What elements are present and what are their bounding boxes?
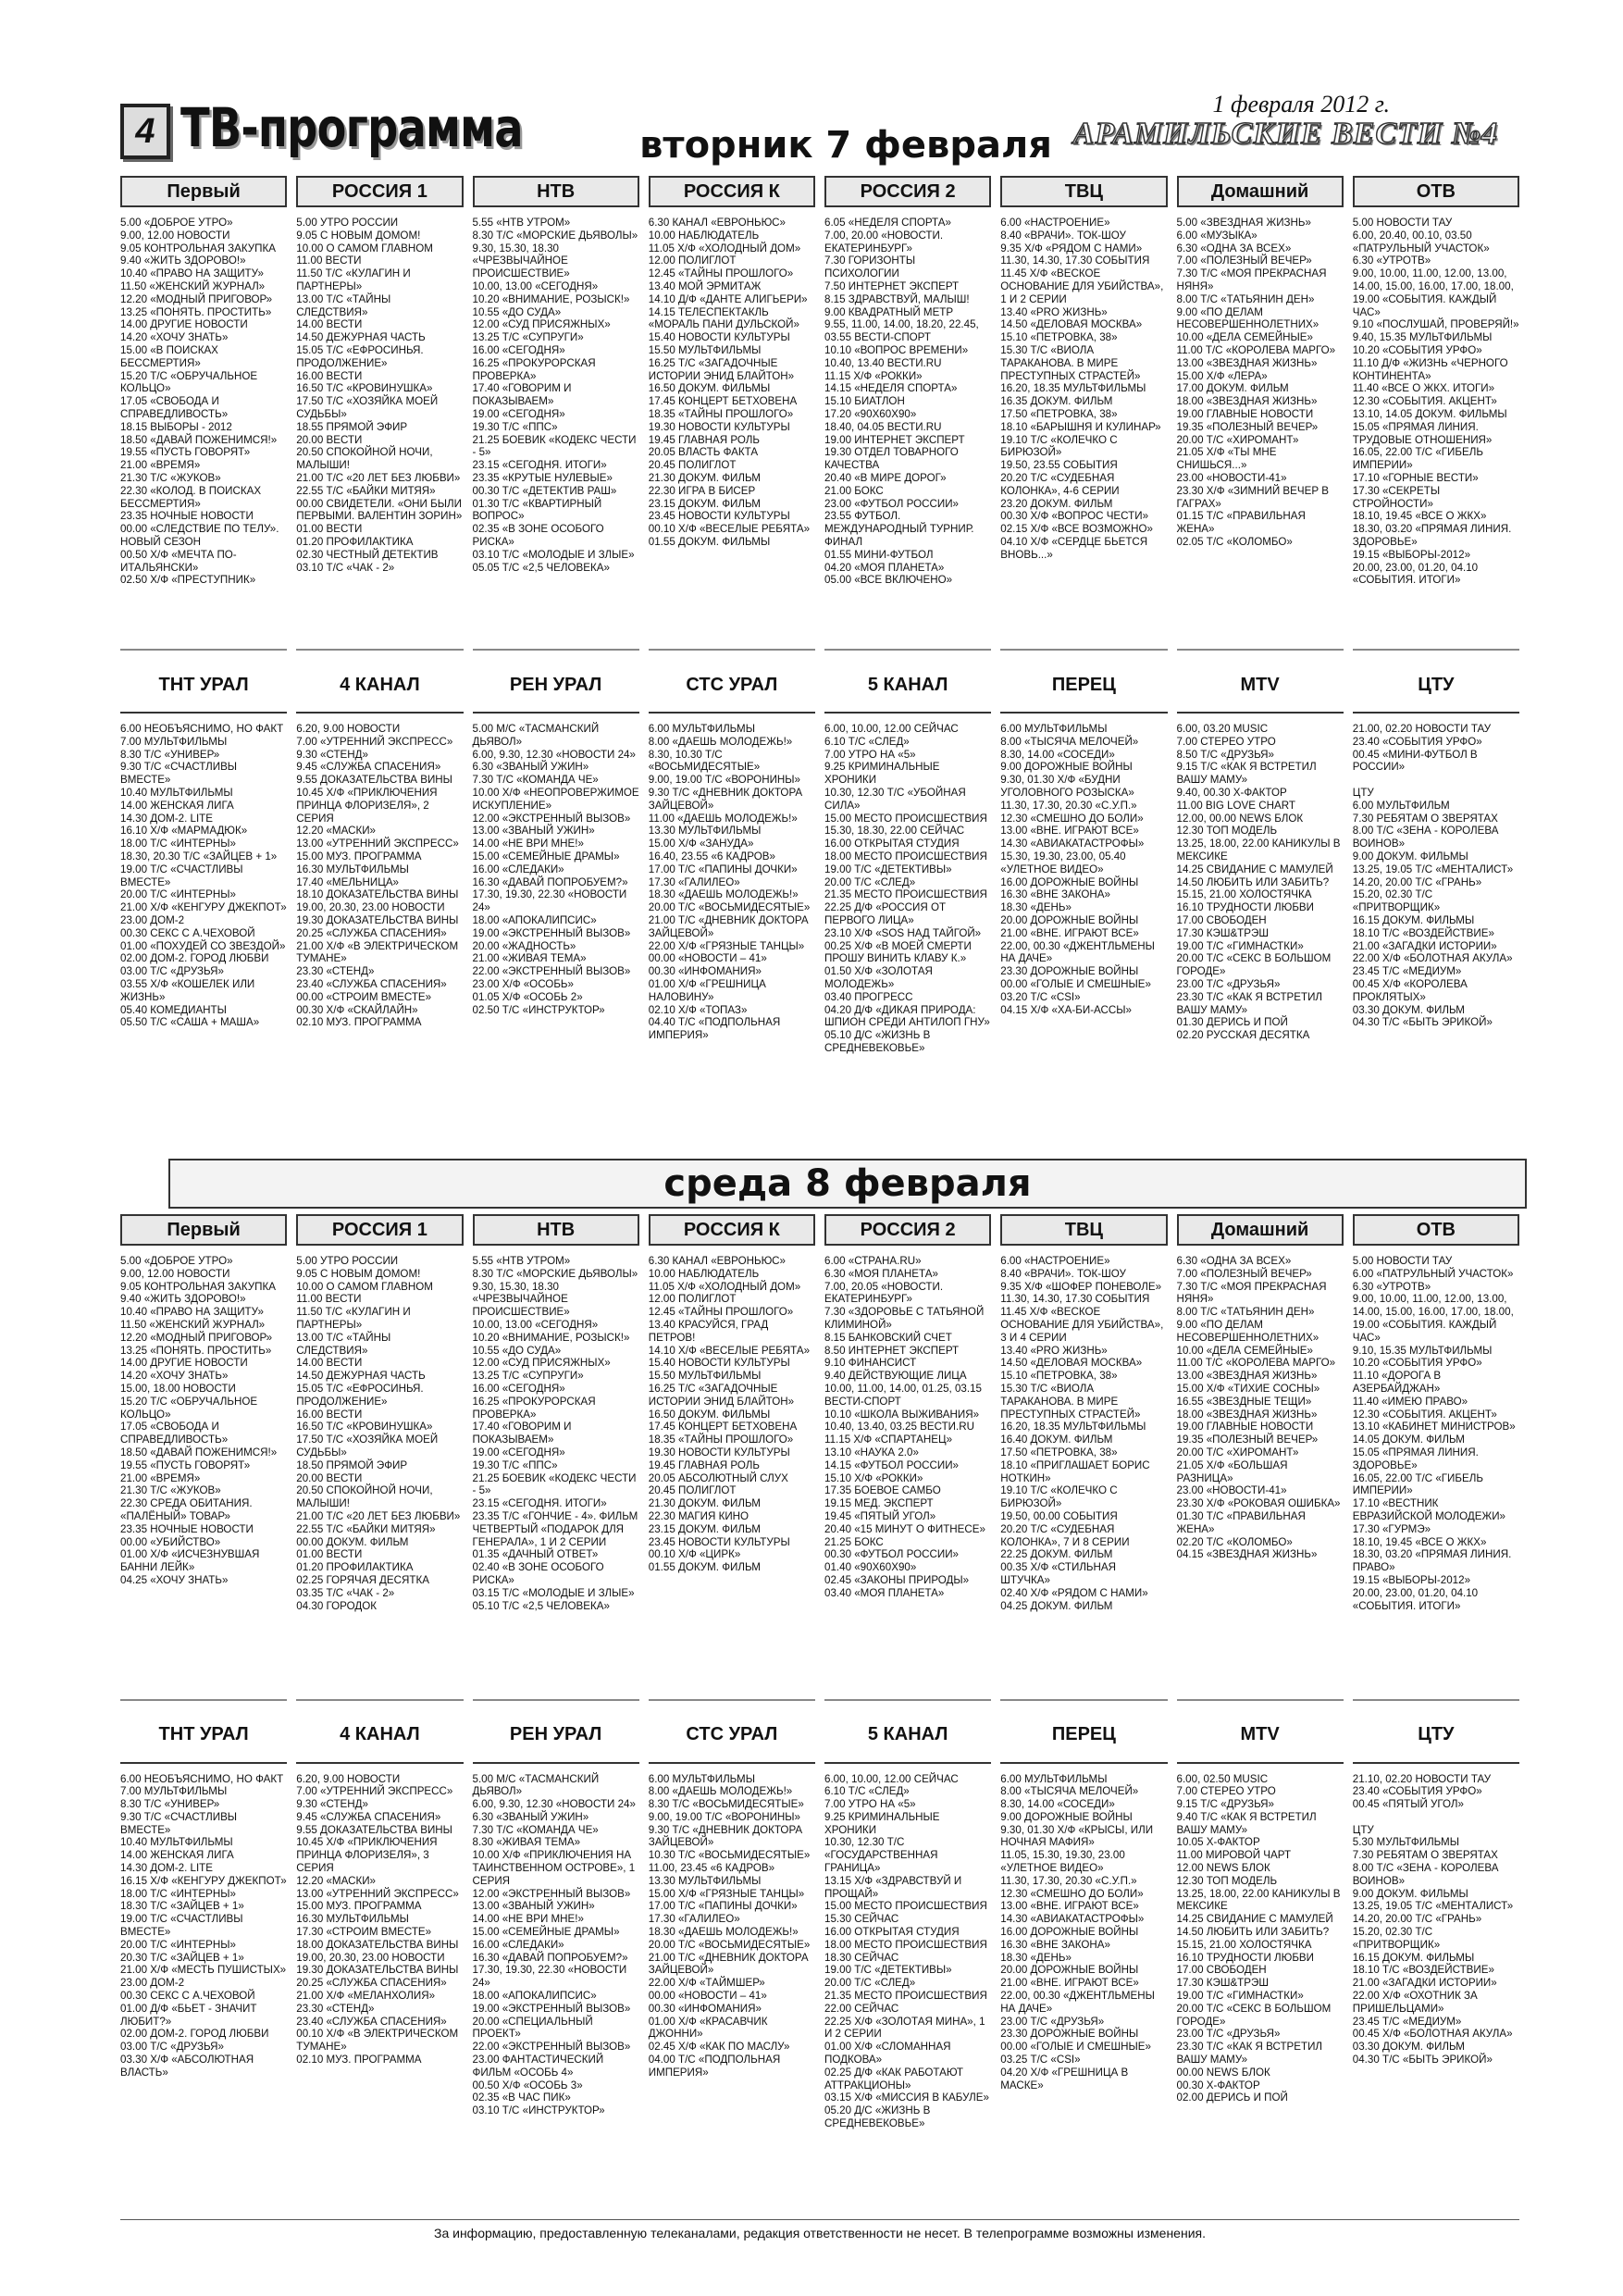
channel-column [649, 176, 815, 1148]
channel-column [120, 1214, 287, 2209]
program-list: 6.30 КАНАЛ «ЕВРОНЬЮС» 10.00 НАБЛЮДАТЕЛЬ 11.05 Х/Ф «ХОЛОДНЫЙ ДОМ» 12.00 ПОЛИГЛОТ 12.45 «ТАЙНЫ ПРОШЛОГО» 13.40 МОЙ ЭРМИТАЖ 14.10 Д/Ф «ДАНТЕ АЛИГЬЕРИ» 14.15 ТЕЛЕСПЕКТАКЛЬ «МОРАЛЬ ПАНИ ДУЛЬСКОЙ» 15.40 НОВОСТИ КУЛЬТУРЫ 15.50 МУЛЬТФИЛЬМЫ 16.25 Т/С «ЗАГАДОЧНЫЕ ИСТОРИИ ЭНИД БЛАЙТОН» 16.50 ДОКУМ. ФИЛЬМЫ 17.45 КОНЦЕРТ БЕТХОВЕНА 18.35 «ТАЙНЫ ПРОШЛОГО» 19.30 НОВОСТИ КУЛЬТУРЫ 19.45 ГЛАВНАЯ РОЛЬ 20.05 ВЛАСТЬ ФАКТА 20.45 ПОЛИГЛОТ 21.30 ДОКУМ. ФИЛЬМ 22.30 ИГРА В БИСЕР 23.15 ДОКУМ. ФИЛЬМ 23.45 НОВОСТИ КУЛЬТУРЫ 00.10 Х/Ф «ВЕСЕЛЫЕ РЕБЯТА» 01.55 ДОКУМ. ФИЛЬМЫ [648, 217, 811, 548]
channel-logo: Первый [120, 1214, 287, 1246]
program-list: 5.00 НОВОСТИ ТАУ 6.00, 20.40, 00.10, 03.50 «ПАТРУЛЬНЫЙ УЧАСТОК» 6.30 «УТРОТВ» 9.00, 10.00, 11.00, 12.00, 13.00, 14.00, 15.00, 16.00, 17.00, 18.00, 19.00 «СОБЫТИЯ. КАЖДЫЙ ЧАС» 9.10 «ПОСЛУШАЙ, ПРОВЕРЯЙ!» 9.40, 15.35 МУЛЬТФИЛЬМЫ 10.20 «СОБЫТИЯ УРФО» 11.10 Д/Ф «ЖИЗНЬ «ЧЕРНОГО КОНТИНЕНТА» 11.40 «ВСЕ О ЖКХ. ИТОГИ» 12.30 «СОБЫТИЯ. АКЦЕНТ» 13.10, 14.05 ДОКУМ. ФИЛЬМЫ 15.05 «ПРЯМАЯ ЛИНИЯ. ТРУДОВЫЕ ОТНОШЕНИЯ» 16.05, 22.00 Т/С «ГИБЕЛЬ ИМПЕРИИ» 17.10 «ГОРНЫЕ ВЕСТИ» 17.30 «СЕКРЕТЫ СТРОЙНОСТИ» 18.10, 19.45 «ВСЕ О ЖКХ» 18.30, 03.20 «ПРЯМАЯ ЛИНИЯ. ЗДОРОВЬЕ» 19.15 «ВЫБОРЫ-2012» 20.00, 23.00, 01.20, 04.10 «СОБЫТИЯ. ИТОГИ» [1352, 217, 1519, 587]
divider [473, 649, 639, 651]
channel-logo: 4 КАНАЛ [296, 658, 463, 714]
channel-logo: ОТВ [1353, 176, 1519, 207]
program-list: 5.00 «ЗВЕЗДНАЯ ЖИЗНЬ» 6.00 «МУЗЫКА» 6.30 «ОДНА ЗА ВСЕХ» 7.00 «ПОЛЕЗНЫЙ ВЕЧЕР» 7.30 Т/С «МОЯ ПРЕКРАСНАЯ НЯНЯ» 8.00 Т/С «ТАТЬЯНИН ДЕН» 9.00 «ПО ДЕЛАМ НЕСОВЕРШЕННОЛЕТНИХ» 10.00 «ДЕЛА СЕМЕЙНЫЕ» 11.00 Т/С «КОРОЛЕВА МАРГО» 13.00 «ЗВЕЗДНАЯ ЖИЗНЬ» 15.00 Х/Ф «ЛЕРА» 17.00 ДОКУМ. ФИЛЬМ 18.00 «ЗВЕЗДНАЯ ЖИЗНЬ» 19.00 ГЛАВНЫЕ НОВОСТИ 19.35 «ПОЛЕЗНЫЙ ВЕЧЕР» 20.00 Т/С «ХИРОМАНТ» 21.05 Х/Ф «ТЫ МНЕ СНИШЬСЯ...» 23.00 «НОВОСТИ-41» 23.30 Х/Ф «ЗИМНИЙ ВЕЧЕР В ГАГРАХ» 01.15 Т/С «ПРАВИЛЬНАЯ ЖЕНА» 02.05 Т/С «КОЛОМБО» [1176, 217, 1336, 548]
divider [649, 1699, 815, 1701]
channel-column [1177, 1214, 1344, 2209]
program-list: 5.00 УТРО РОССИИ 9.05 С НОВЫМ ДОМОМ! 10.00 О САМОМ ГЛАВНОМ 11.00 ВЕСТИ 11.50 Т/С «КУЛАГИН И ПАРТНЕРЫ» 13.00 Т/С «ТАЙНЫ СЛЕДСТВИЯ» 14.00 ВЕСТИ 14.50 ДЕЖУРНАЯ ЧАСТЬ 15.05 Т/С «ЕФРОСИНЬЯ. ПРОДОЛЖЕНИЕ» 16.00 ВЕСТИ 16.50 Т/С «КРОВИНУШКА» 17.50 Т/С «ХОЗЯЙКА МОЕЙ СУДЬБЫ» 18.55 ПРЯМОЙ ЭФИР 20.00 ВЕСТИ 20.50 СПОКОЙНОЙ НОЧИ, МАЛЫШИ! 21.00 Т/С «20 ЛЕТ БЕЗ ЛЮБВИ» 22.55 Т/С «БАЙКИ МИТЯЯ» 00.00 СВИДЕТЕЛИ. «ОНИ БЫЛИ ПЕРВЫМИ. ВАЛЕНТИН ЗОРИН» 01.00 ВЕСТИ 01.20 ПРОФИЛАКТИКА 02.30 ЧЕСТНЫЙ ДЕТЕКТИВ 03.10 Т/С «ЧАК - 2» [296, 217, 463, 574]
newspaper-title: АРАМИЛЬСКИЕ ВЕСТИ [1072, 117, 1443, 151]
program-list: 6.00 МУЛЬТФИЛЬМЫ 8.00 «ТЫСЯЧА МЕЛОЧЕЙ» 8.30, 14.00 «СОСЕДИ» 9.00 ДОРОЖНЫЕ ВОЙНЫ 9.30, 01.30 Х/Ф «БУДНИ УГОЛОВНОГО РОЗЫСКА» 11.30, 17.30, 20.30 «С.У.П.» 12.30 «СМЕШНО ДО БОЛИ» 13.00 «ВНЕ. ИГРАЮТ ВСЕ» 14.30 «АВИАКАТАСТРОФЫ» 15.30, 19.30, 23.00, 05.40 «УЛЕТНОЕ ВИДЕО» 16.00 ДОРОЖНЫЕ ВОЙНЫ 16.30 «ВНЕ ЗАКОНА» 18.30 «ДЕНЬ» 20.00 ДОРОЖНЫЕ ВОЙНЫ 21.00 «ВНЕ. ИГРАЮТ ВСЕ» 22.00, 00.30 «ДЖЕНТЛЬМЕНЫ НА ДАЧЕ» 23.30 ДОРОЖНЫЕ ВОЙНЫ 00.00 «ГОЛЫЕ И СМЕШНЫЕ» 03.20 Т/С «CSI» 04.15 Х/Ф «ХА-БИ-АССЫ» [1000, 723, 1155, 1016]
program-list: 6.20, 9.00 НОВОСТИ 7.00 «УТРЕННИЙ ЭКСПРЕСС» 9.30 «СТЕНД» 9.45 «СЛУЖБА СПАСЕНИЯ» 9.55 ДОКАЗАТЕЛЬСТВА ВИНЫ 10.45 Х/Ф «ПРИКЛЮЧЕНИЯ ПРИНЦА ФЛОРИЗЕЛЯ», 2 СЕРИЯ 12.20 «МАСКИ» 13.00 «УТРЕННИЙ ЭКСПРЕСС» 15.00 МУЗ. ПРОГРАММА 16.30 МУЛЬТФИЛЬМЫ 17.40 «МЕЛЬНИЦА» 18.10 ДОКАЗАТЕЛЬСТВА ВИНЫ 19.00, 20.30, 23.00 НОВОСТИ 19.30 ДОКАЗАТЕЛЬСТВА ВИНЫ 20.25 «СЛУЖБА СПАСЕНИЯ» 21.00 Х/Ф «В ЭЛЕКТРИЧЕСКОМ ТУМАНЕ» 23.30 «СТЕНД» 23.40 «СЛУЖБА СПАСЕНИЯ» 00.00 «СТРОИМ ВМЕСТЕ» 00.30 Х/Ф «СКАЙЛАЙН» 02.10 МУЗ. ПРОГРАММА [296, 723, 459, 1029]
channel-logo: РОССИЯ К [649, 176, 815, 207]
channel-column [1000, 1214, 1167, 2209]
channel-column [473, 176, 639, 1148]
divider [120, 649, 287, 651]
program-list: 6.00 «НАСТРОЕНИЕ» 8.40 «ВРАЧИ». ТОК-ШОУ 9.35 Х/Ф «РЯДОМ С НАМИ» 11.30, 14.30, 17.30 СОБЫТИЯ 11.45 Х/Ф «ВЕСКОЕ ОСНОВАНИЕ ДЛЯ УБИЙСТВА», 1 И 2 СЕРИИ 13.40 «PRO ЖИЗНЬ» 14.50 «ДЕЛОВАЯ МОСКВА» 15.10 «ПЕТРОВКА, 38» 15.30 Т/С «ВИОЛА ТАРАКАНОВА. В МИРЕ ПРЕСТУПНЫХ СТРАСТЕЙ» 16.20, 18.35 МУЛЬТФИЛЬМЫ 16.35 ДОКУМ. ФИЛЬМ 17.50 «ПЕТРОВКА, 38» 18.10 «БАРЫШНЯ И КУЛИНАР» 19.10 Т/С «КОЛЕЧКО С БИРЮЗОЙ» 19.50, 23.55 СОБЫТИЯ 20.20 Т/С «СУДЕБНАЯ КОЛОНКА», 4-6 СЕРИИ 23.20 ДОКУМ. ФИЛЬМ 00.30 Х/Ф «ВОПРОС ЧЕСТИ» 02.15 Х/Ф «ВСЕ ВОЗМОЖНО» 04.10 Х/Ф «СЕРДЦЕ БЬЕТСЯ ВНОВЬ...» [1000, 217, 1164, 561]
program-list: 6.00, 10.00, 12.00 СЕЙЧАС 6.10 Т/С «СЛЕД» 7.00 УТРО НА «5» 9.25 КРИМИНАЛЬНЫЕ ХРОНИКИ 10.30, 12.30 Т/С «ГОСУДАРСТВЕННАЯ ГРАНИЦА» 13.15 Х/Ф «ЗДРАВСТВУЙ И ПРОЩАЙ» 15.00 МЕСТО ПРОИСШЕСТВИЯ 15.30 СЕЙЧАС 16.00 ОТКРЫТАЯ СТУДИЯ 18.00 МЕСТО ПРОИСШЕСТВИЯ 18.30 СЕЙЧАС 19.00 Т/С «ДЕТЕКТИВЫ» 20.00 Т/С «СЛЕД» 21.35 МЕСТО ПРОИСШЕСТВИЯ 22.00 СЕЙЧАС 22.25 Х/Ф «ЗОЛОТАЯ МИНА», 1 И 2 СЕРИИ 01.00 Х/Ф «СЛОМАННАЯ ПОДКОВА» 02.25 Д/Ф «КАК РАБОТАЮТ АТТРАКЦИОНЫ» 03.15 Х/Ф «МИССИЯ В КАБУЛЕ» 05.20 Д/С «ЖИЗНЬ В СРЕДНЕВЕКОВЬЕ» [824, 1772, 989, 2130]
channel-logo: НТВ [473, 176, 639, 207]
program-list: 6.00 «НАСТРОЕНИЕ» 8.40 «ВРАЧИ». ТОК-ШОУ 9.35 Х/Ф «ШОФЕР ПОНЕВОЛЕ» 11.30, 14.30, 17.30 СОБЫТИЯ 11.45 Х/Ф «ВЕСКОЕ ОСНОВАНИЕ ДЛЯ УБИЙСТВА», 3 И 4 СЕРИИ 13.40 «PRO ЖИЗНЬ» 14.50 «ДЕЛОВАЯ МОСКВА» 15.10 «ПЕТРОВКА, 38» 15.30 Т/С «ВИОЛА ТАРАКАНОВА. В МИРЕ ПРЕСТУПНЫХ СТРАСТЕЙ» 16.20, 18.35 МУЛЬТФИЛЬМЫ 16.40 ДОКУМ. ФИЛЬМ 17.50 «ПЕТРОВКА, 38» 18.10 «ПРИГЛАШАЕТ БОРИС НОТКИН» 19.10 Т/С «КОЛЕЧКО С БИРЮЗОЙ» 19.50, 00.00 СОБЫТИЯ 20.20 Т/С «СУДЕБНАЯ КОЛОНКА», 7 И 8 СЕРИИ 22.25 ДОКУМ. ФИЛЬМ 00.35 Х/Ф «СТИЛЬНАЯ ШТУЧКА» 02.40 Х/Ф «РЯДОМ С НАМИ» 04.25 ДОКУМ. ФИЛЬМ [1000, 1255, 1164, 1612]
channel-logo: РОССИЯ 2 [824, 1214, 991, 1246]
publication-date: 1 февраля 2012 г. [1212, 91, 1390, 118]
channel-column [824, 1214, 991, 2209]
channel-logo: РОССИЯ 1 [296, 176, 463, 207]
program-list: 6.00 МУЛЬТФИЛЬМЫ 8.00 «ТЫСЯЧА МЕЛОЧЕЙ» 8.30, 14.00 «СОСЕДИ» 9.00 ДОРОЖНЫЕ ВОЙНЫ 9.30, 01.30 Х/Ф «КРЫСЫ, ИЛИ НОЧНАЯ МАФИЯ» 11.05, 15.30, 19.30, 23.00 «УЛЕТНОЕ ВИДЕО» 11.30, 17.30, 20.30 «С.У.П.» 12.30 «СМЕШНО ДО БОЛИ» 13.00 «ВНЕ. ИГРАЮТ ВСЕ» 14.30 «АВИАКАТАСТРОФЫ» 16.00 ДОРОЖНЫЕ ВОЙНЫ 16.30 «ВНЕ ЗАКОНА» 18.30 «ДЕНЬ» 20.00 ДОРОЖНЫЕ ВОЙНЫ 21.00 «ВНЕ. ИГРАЮТ ВСЕ» 22.00, 00.30 «ДЖЕНТЛЬМЕНЫ НА ДАЧЕ» 23.00 Т/С «ДРУЗЬЯ» 23.30 ДОРОЖНЫЕ ВОЙНЫ 00.00 «ГОЛЫЕ И СМЕШНЫЕ» 03.25 Т/С «CSI» 04.20 Х/Ф «ГРЕШНИЦА В МАСКЕ» [1000, 1772, 1155, 2091]
channel-logo: Домашний [1177, 1214, 1344, 1246]
issue-number: №4 [1451, 117, 1498, 151]
schedule-grid-wednesday [120, 1214, 1519, 2209]
channel-logo: НТВ [473, 1214, 639, 1246]
program-list: 5.00 М/С «ТАСМАНСКИЙ ДЬЯВОЛ» 6.00, 9.30, 12.30 «НОВОСТИ 24» 6.30 «ЗВАНЫЙ УЖИН» 7.30 Т/С «КОМАНДА ЧЕ» 8.30 «ЖИВАЯ ТЕМА» 10.00 Х/Ф «ПРИКЛЮЧЕНИЯ НА ТАИНСТВЕННОМ ОСТРОВЕ», 1 СЕРИЯ 12.00 «ЭКСТРЕННЫЙ ВЫЗОВ» 13.00 «ЗВАНЫЙ УЖИН» 14.00 «НЕ ВРИ МНЕ!» 15.00 «СЕМЕЙНЫЕ ДРАМЫ» 16.00 «СЛЕДАКИ» 16.30 «ДАВАЙ ПОПРОБУЕМ?» 17.30, 19.30, 22.30 «НОВОСТИ 24» 18.00 «АПОКАЛИПСИС» 19.00 «ЭКСТРЕННЫЙ ВЫЗОВ» 20.00 «СПЕЦИАЛЬНЫЙ ПРОЕКТ» 22.00 «ЭКСТРЕННЫЙ ВЫЗОВ» 23.00 ФАНТАСТИЧЕСКИЙ ФИЛЬМ «ОСОБЬ 4» 00.50 Х/Ф «ОСОБЬ 3» 02.35 «В ЧАС ПИК» 03.10 Т/С «ИНСТРУКТОР» [472, 1772, 636, 2117]
channel-column [296, 1214, 463, 2209]
channel-column [1353, 176, 1519, 1148]
divider [1000, 649, 1167, 651]
channel-logo: РОССИЯ К [649, 1214, 815, 1246]
program-list: 6.30 КАНАЛ «ЕВРОНЬЮС» 10.00 НАБЛЮДАТЕЛЬ 11.05 Х/Ф «ХОЛОДНЫЙ ДОМ» 12.00 ПОЛИГЛОТ 12.45 «ТАЙНЫ ПРОШЛОГО» 13.40 КРАСУЙСЯ, ГРАД ПЕТРОВ! 14.10 Х/Ф «ВЕСЕЛЫЕ РЕБЯТА» 15.40 НОВОСТИ КУЛЬТУРЫ 15.50 МУЛЬТФИЛЬМЫ 16.25 Т/С «ЗАГАДОЧНЫЕ ИСТОРИИ ЭНИД БЛАЙТОН» 16.50 ДОКУМ. ФИЛЬМЫ 17.45 КОНЦЕРТ БЕТХОВЕНА 18.35 «ТАЙНЫ ПРОШЛОГО» 19.30 НОВОСТИ КУЛЬТУРЫ 19.45 ГЛАВНАЯ РОЛЬ 20.05 АБСОЛЮТНЫЙ СЛУХ 20.45 ПОЛИГЛОТ 21.30 ДОКУМ. ФИЛЬМ 22.30 МАГИЯ КИНО 23.15 ДОКУМ. ФИЛЬМ 23.45 НОВОСТИ КУЛЬТУРЫ 00.10 Х/Ф «ЦИРК» 01.55 ДОКУМ. ФИЛЬМ [648, 1255, 811, 1574]
program-list: 5.55 «НТВ УТРОМ» 8.30 Т/С «МОРСКИЕ ДЬЯВОЛЫ» 9.30, 15.30, 18.30 «ЧРЕЗВЫЧАЙНОЕ ПРОИСШЕСТВИЕ» 10.00, 13.00 «СЕГОДНЯ» 10.20 «ВНИМАНИЕ, РОЗЫСК!» 10.55 «ДО СУДА» 12.00 «СУД ПРИСЯЖНЫХ» 13.25 Т/С «СУПРУГИ» 16.00 «СЕГОДНЯ» 16.25 «ПРОКУРОРСКАЯ ПРОВЕРКА» 17.40 «ГОВОРИМ И ПОКАЗЫВАЕМ» 19.00 «СЕГОДНЯ» 19.30 Т/С «ППС» 21.25 БОЕВИК «КОДЕКС ЧЕСТИ - 5» 23.15 «СЕГОДНЯ. ИТОГИ» 23.35 Т/С «ГОНЧИЕ - 4». ФИЛЬМ ЧЕТВЕРТЫЙ «ПОДАРОК ДЛЯ ГЕНЕРАЛА», 1 И 2 СЕРИИ 01.35 «ДАЧНЫЙ ОТВЕТ» 02.40 «В ЗОНЕ ОСОБОГО РИСКА» 03.15 Т/С «МОЛОДЫЕ И ЗЛЫЕ» 05.10 Т/С «2,5 ЧЕЛОВЕКА» [472, 1255, 638, 1612]
channel-logo: ТНТ УРАЛ [120, 1708, 287, 1764]
channel-logo: MTV [1177, 658, 1344, 714]
channel-logo: Первый [120, 176, 287, 207]
program-list: 6.05 «НЕДЕЛЯ СПОРТА» 7.00, 20.00 «НОВОСТИ. ЕКАТЕРИНБУРГ» 7.30 ГОРИЗОНТЫ ПСИХОЛОГИИ 7.50 ИНТЕРНЕТ ЭКСПЕРТ 8.15 ЗДРАВСТВУЙ, МАЛЫШ! 9.00 КВАДРАТНЫЙ МЕТР 9.55, 11.00, 14.00, 18.20, 22.45, 03.55 ВЕСТИ-СПОРТ 10.10 «ВОПРОС ВРЕМЕНИ» 10.40, 13.40 ВЕСТИ.RU 11.15 Х/Ф «РОККИ» 14.15 «НЕДЕЛЯ СПОРТА» 15.10 БИАТЛОН 17.20 «90Х60Х90» 18.40, 04.05 ВЕСТИ.RU 19.00 ИНТЕРНЕТ ЭКСПЕРТ 19.30 ОТДЕЛ ТОВАРНОГО КАЧЕСТВА 20.40 «В МИРЕ ДОРОГ» 21.00 БОКС 23.00 «ФУТБОЛ РОССИИ» 23.55 ФУТБОЛ. МЕЖДУНАРОДНЫЙ ТУРНИР. ФИНАЛ 01.55 МИНИ-ФУТБОЛ 04.20 «МОЯ ПЛАНЕТА» 05.00 «ВСЕ ВКЛЮЧЕНО» [824, 217, 979, 587]
divider [1000, 1699, 1167, 1701]
channel-logo: ОТВ [1353, 1214, 1519, 1246]
program-list: 6.00, 10.00, 12.00 СЕЙЧАС 6.10 Т/С «СЛЕД» 7.00 УТРО НА «5» 9.25 КРИМИНАЛЬНЫЕ ХРОНИКИ 10.30, 12.30 Т/С «УБОЙНАЯ СИЛА» 15.00 МЕСТО ПРОИСШЕСТВИЯ 15.30, 18.30, 22.00 СЕЙЧАС 16.00 ОТКРЫТАЯ СТУДИЯ 18.00 МЕСТО ПРОИСШЕСТВИЯ 19.00 Т/С «ДЕТЕКТИВЫ» 20.00 Т/С «СЛЕД» 21.35 МЕСТО ПРОИСШЕСТВИЯ 22.25 Д/Ф «РОССИЯ ОТ ПЕРВОГО ЛИЦА» 23.10 Х/Ф «SOS НАД ТАЙГОЙ» 00.25 Х/Ф «В МОЕЙ СМЕРТИ ПРОШУ ВИНИТЬ КЛАВУ К.» 01.50 Х/Ф «ЗОЛОТАЯ МОЛОДЕЖЬ» 03.40 ПРОГРЕСС 04.20 Д/Ф «ДИКАЯ ПРИРОДА: ШПИОН СРЕДИ АНТИЛОП ГНУ» 05.10 Д/С «ЖИЗНЬ В СРЕДНЕВЕКОВЬЕ» [824, 723, 990, 1054]
program-list: 6.20, 9.00 НОВОСТИ 7.00 «УТРЕННИЙ ЭКСПРЕСС» 9.30 «СТЕНД» 9.45 «СЛУЖБА СПАСЕНИЯ» 9.55 ДОКАЗАТЕЛЬСТВА ВИНЫ 10.45 Х/Ф «ПРИКЛЮЧЕНИЯ ПРИНЦА ФЛОРИЗЕЛЯ», 3 СЕРИЯ 12.20 «МАСКИ» 13.00 «УТРЕННИЙ ЭКСПРЕСС» 15.00 МУЗ. ПРОГРАММА 16.30 МУЛЬТФИЛЬМЫ 17.30 «СТРОИМ ВМЕСТЕ» 18.00 ДОКАЗАТЕЛЬСТВА ВИНЫ 19.00, 20.30, 23.00 НОВОСТИ 19.30 ДОКАЗАТЕЛЬСТВА ВИНЫ 20.25 «СЛУЖБА СПАСЕНИЯ» 21.00 Х/Ф «МЕЛАНХОЛИЯ» 23.30 «СТЕНД» 23.40 «СЛУЖБА СПАСЕНИЯ» 00.10 Х/Ф «В ЭЛЕКТРИЧЕСКОМ ТУМАНЕ» 02.10 МУЗ. ПРОГРАММА [296, 1772, 459, 2066]
channel-column [473, 1214, 639, 2209]
day-title-wednesday: среда 8 февраля [168, 1159, 1527, 1209]
channel-logo: ТВЦ [1000, 1214, 1167, 1246]
channel-logo: MTV [1177, 1708, 1344, 1764]
program-list: 5.00 «ДОБРОЕ УТРО» 9.00, 12.00 НОВОСТИ 9.05 КОНТРОЛЬНАЯ ЗАКУПКА 9.40 «ЖИТЬ ЗДОРОВО!» 10.40 «ПРАВО НА ЗАЩИТУ» 11.50 «ЖЕНСКИЙ ЖУРНАЛ» 12.20 «МОДНЫЙ ПРИГОВОР» 13.25 «ПОНЯТЬ. ПРОСТИТЬ» 14.00 ДРУГИЕ НОВОСТИ 14.20 «ХОЧУ ЗНАТЬ» 15.00 «В ПОИСКАХ БЕССМЕРТИЯ» 15.20 Т/С «ОБРУЧАЛЬНОЕ КОЛЬЦО» 17.05 «СВОБОДА И СПРАВЕДЛИВОСТЬ» 18.15 ВЫБОРЫ - 2012 18.50 «ДАВАЙ ПОЖЕНИМСЯ!» 19.55 «ПУСТЬ ГОВОРЯТ» 21.00 «ВРЕМЯ» 21.30 Т/С «ЖУКОВ» 22.30 «КОЛОД. В ПОИСКАХ БЕССМЕРТИЯ» 23.35 НОЧНЫЕ НОВОСТИ 00.00 «СЛЕДСТВИЕ ПО ТЕЛУ». НОВЫЙ СЕЗОН 00.50 Х/Ф «МЕЧТА ПО-ИТАЛЬЯНСКИ» 02.50 Х/Ф «ПРЕСТУПНИК» [120, 217, 279, 587]
divider [473, 1699, 639, 1701]
channel-logo: СТС УРАЛ [649, 1708, 815, 1764]
divider [1353, 1699, 1519, 1701]
channel-column [1353, 1214, 1519, 2209]
footer-disclaimer: За информацию, предоставленную телеканалами, редакция ответственности не несет. В телепрограмме возможны изменения. [120, 2219, 1519, 2240]
divider [1177, 1699, 1344, 1701]
divider [296, 1699, 463, 1701]
program-list: 5.00 НОВОСТИ ТАУ 6.00 «ПАТРУЛЬНЫЙ УЧАСТОК» 6.30 «УТРОТВ» 9.00, 10.00, 11.00, 12.00, 13.00, 14.00, 15.00, 16.00, 17.00, 18.00, 19.00 «СОБЫТИЯ. КАЖДЫЙ ЧАС» 9.10, 15.35 МУЛЬТФИЛЬМЫ 10.20 «СОБЫТИЯ УРФО» 11.10 «ДОРОГА В АЗЕРБАЙДЖАН» 11.40 «ИМЕЮ ПРАВО» 12.30 «СОБЫТИЯ. АКЦЕНТ» 13.10 «КАБИНЕТ МИНИСТРОВ» 14.05 ДОКУМ. ФИЛЬМ 15.05 «ПРЯМАЯ ЛИНИЯ. ЗДОРОВЬЕ» 16.05, 22.00 Т/С «ГИБЕЛЬ ИМПЕРИИ» 17.10 «ВЕСТНИК ЕВРАЗИЙСКОЙ МОЛОДЕЖИ» 17.30 «ГУРМЭ» 18.10, 19.45 «ВСЕ О ЖКХ» 18.30, 03.20 «ПРЯМАЯ ЛИНИЯ. ПРАВО» 19.15 «ВЫБОРЫ-2012» 20.00, 23.00, 01.20, 04.10 «СОБЫТИЯ. ИТОГИ» [1352, 1255, 1516, 1612]
channel-column [824, 176, 991, 1148]
channel-logo: ЦТУ [1353, 1708, 1519, 1764]
program-list: 5.00 «ДОБРОЕ УТРО» 9.00, 12.00 НОВОСТИ 9.05 КОНТРОЛЬНАЯ ЗАКУПКА 9.40 «ЖИТЬ ЗДОРОВО!» 10.40 «ПРАВО НА ЗАЩИТУ» 11.50 «ЖЕНСКИЙ ЖУРНАЛ» 12.20 «МОДНЫЙ ПРИГОВОР» 13.25 «ПОНЯТЬ. ПРОСТИТЬ» 14.00 ДРУГИЕ НОВОСТИ 14.20 «ХОЧУ ЗНАТЬ» 15.00, 18.00 НОВОСТИ 15.20 Т/С «ОБРУЧАЛЬНОЕ КОЛЬЦО» 17.05 «СВОБОДА И СПРАВЕДЛИВОСТЬ» 18.50 «ДАВАЙ ПОЖЕНИМСЯ!» 19.55 «ПУСТЬ ГОВОРЯТ» 21.00 «ВРЕМЯ» 21.30 Т/С «ЖУКОВ» 22.30 СРЕДА ОБИТАНИЯ. «ПАЛЁНЫЙ» ТОВАР» 23.35 НОЧНЫЕ НОВОСТИ 00.00 «УБИЙСТВО» 01.00 Х/Ф «ИСЧЕЗНУВШАЯ БАННИ ЛЕЙК» 04.25 «ХОЧУ ЗНАТЬ» [120, 1255, 278, 1586]
channel-logo: РОССИЯ 1 [296, 1214, 463, 1246]
program-list: 21.10, 02.20 НОВОСТИ ТАУ 23.40 «СОБЫТИЯ УРФО» 00.45 «ПЯТЫЙ УГОЛ» ЦТУ 5.30 МУЛЬТФИЛЬМЫ 7.30 РЕБЯТАМ О ЗВЕРЯТАХ 8.00 Т/С «ЗЕНА - КОРОЛЕВА ВОИНОВ» 9.00 ДОКУМ. ФИЛЬМЫ 13.25, 19.05 Т/С «МЕНТАЛИСТ» 14.20, 20.00 Т/С «ГРАНЬ» 15.20, 02.30 Т/С «ПРИТВОРЩИК» 16.15 ДОКУМ. ФИЛЬМЫ 18.10 Т/С «ВОЗДЕЙСТВИЕ» 21.00 «ЗАГАДКИ ИСТОРИИ» 22.00 Х/Ф «ОХОТНИК ЗА ПРИШЕЛЬЦАМИ» 23.45 Т/С «МЕДИУМ» 00.45 Х/Ф «БОЛОТНАЯ АКУЛА» 03.30 ДОКУМ. ФИЛЬМ 04.30 Т/С «БЫТЬ ЭРИКОЙ» [1352, 1772, 1514, 2066]
channel-logo: РОССИЯ 2 [824, 176, 991, 207]
channel-column [1000, 176, 1167, 1148]
schedule-grid-tuesday [120, 176, 1519, 1148]
divider [1177, 649, 1344, 651]
divider [824, 649, 991, 651]
channel-logo: Домашний [1177, 176, 1344, 207]
divider [120, 1699, 287, 1701]
program-list: 6.00, 02.50 MUSIC 7.00 СТЕРЕО УТРО 9.15 Т/С «ДРУЗЬЯ» 9.40 Т/С «КАК Я ВСТРЕТИЛ ВАШУ МАМУ» 10.05 Х-ФАКТОР 11.00 МИРОВОЙ ЧАРТ 12.00 NEWS БЛОК 12.30 ТОП МОДЕЛЬ 13.25, 18.00, 22.00 КАНИКУЛЫ В МЕКСИКЕ 14.25 СВИДАНИЕ С МАМУЛЕЙ 14.50 ЛЮБИТЬ ИЛИ ЗАБИТЬ? 15.15, 21.00 ХОЛОСТЯЧКА 16.10 ТРУДНОСТИ ЛЮБВИ 17.00 СВОБОДЕН 17.30 КЭШ&ТРЭШ 19.00 Т/С «ГИМНАСТКИ» 20.00 Т/С «СЕКС В БОЛЬШОМ ГОРОДЕ» 23.00 Т/С «ДРУЗЬЯ» 23.30 Т/С «КАК Я ВСТРЕТИЛ ВАШУ МАМУ» 00.00 NEWS БЛОК 00.30 Х-ФАКТОР 02.00 ДЕРИСЬ И ПОЙ [1176, 1772, 1341, 2104]
divider [1353, 649, 1519, 651]
channel-column [296, 176, 463, 1148]
channel-logo: ТНТ УРАЛ [120, 658, 287, 714]
channel-logo: РЕН УРАЛ [473, 658, 639, 714]
program-list: 6.00, 03.20 MUSIC 7.00 СТЕРЕО УТРО 8.50 Т/С «ДРУЗЬЯ» 9.15 Т/С «КАК Я ВСТРЕТИЛ ВАШУ МАМУ» 9.40, 00.30 Х-ФАКТОР 11.00 BIG LOVE CHART 12.00, 00.00 NEWS БЛОК 12.30 ТОП МОДЕЛЬ 13.25, 18.00, 22.00 КАНИКУЛЫ В МЕКСИКЕ 14.25 СВИДАНИЕ С МАМУЛЕЙ 14.50 ЛЮБИТЬ ИЛИ ЗАБИТЬ? 15.15, 21.00 ХОЛОСТЯЧКА 16.10 ТРУДНОСТИ ЛЮБВИ 17.00 СВОБОДЕН 17.30 КЭШ&ТРЭШ 19.00 Т/С «ГИМНАСТКИ» 20.00 Т/С «СЕКС В БОЛЬШОМ ГОРОДЕ» 23.00 Т/С «ДРУЗЬЯ» 23.30 Т/С «КАК Я ВСТРЕТИЛ ВАШУ МАМУ» 01.30 ДЕРИСЬ И ПОЙ 02.20 РУССКАЯ ДЕСЯТКА [1176, 723, 1341, 1042]
page-number: 4 [120, 104, 170, 159]
channel-column [649, 1214, 815, 2209]
channel-logo: СТС УРАЛ [649, 658, 815, 714]
channel-logo: 5 КАНАЛ [824, 658, 991, 714]
program-list: 6.00 «СТРАНА.RU» 6.30 «МОЯ ПЛАНЕТА» 7.00, 20.05 «НОВОСТИ. ЕКАТЕРИНБУРГ» 7.30 «ЗДОРОВЬЕ С ТАТЬЯНОЙ КЛИМИНОЙ» 8.15 БАНКОВСКИЙ СЧЕТ 8.50 ИНТЕРНЕТ ЭКСПЕРТ 9.10 ФИНАНСИСТ 9.40 ДЕЙСТВУЮЩИЕ ЛИЦА 10.00, 11.00, 14.00, 01.25, 03.15 ВЕСТИ-СПОРТ 10.10 «ШКОЛА ВЫЖИВАНИЯ» 10.40, 13.40, 03.25 ВЕСТИ.RU 11.15 Х/Ф «СПАРТАНЕЦ» 13.10 «НАУКА 2.0» 14.15 «ФУТБОЛ РОССИИ» 15.10 Х/Ф «РОККИ» 17.35 БОЕВОЕ САМБО 19.15 МЕД. ЭКСПЕРТ 19.45 «ПЯТЫЙ УГОЛ» 20.40 «15 МИНУТ О ФИТНЕСЕ» 21.25 БОКС 00.30 «ФУТБОЛ РОССИИ» 01.40 «90Х60Х90» 02.45 «ЗАКОНЫ ПРИРОДЫ» 03.40 «МОЯ ПЛАНЕТА» [824, 1255, 985, 1599]
channel-logo: 5 КАНАЛ [824, 1708, 991, 1764]
channel-logo: РЕН УРАЛ [473, 1708, 639, 1764]
divider [649, 649, 815, 651]
program-list: 6.00 НЕОБЪЯСНИМО, НО ФАКТ 7.00 МУЛЬТФИЛЬМЫ 8.30 Т/С «УНИВЕР» 9.30 Т/С «СЧАСТЛИВЫ ВМЕСТЕ» 10.40 МУЛЬТФИЛЬМЫ 14.00 ЖЕНСКАЯ ЛИГА 14.30 ДОМ-2. LITE 16.10 Х/Ф «МАРМАДЮК» 18.00 Т/С «ИНТЕРНЫ» 18.30, 20.30 Т/С «ЗАЙЦЕВ + 1» 19.00 Т/С «СЧАСТЛИВЫ ВМЕСТЕ» 20.00 Т/С «ИНТЕРНЫ» 21.00 Х/Ф «КЕНГУРУ ДЖЕКПОТ» 23.00 ДОМ-2 00.30 СЕКС С А.ЧЕХОВОЙ 01.00 «ПОХУДЕЙ СО ЗВЕЗДОЙ» 02.00 ДОМ-2. ГОРОД ЛЮБВИ 03.00 Т/С «ДРУЗЬЯ» 03.55 Х/Ф «КОШЕЛЕК ИЛИ ЖИЗНЬ» 05.40 КОМЕДИАНТЫ 05.50 Т/С «САША + МАША» [120, 723, 287, 1029]
program-list: 6.00 МУЛЬТФИЛЬМЫ 8.00 «ДАЕШЬ МОЛОДЕЖЬ!» 8.30, 10.30 Т/С «ВОСЬМИДЕСЯТЫЕ» 9.00, 19.00 Т/С «ВОРОНИНЫ» 9.30 Т/С «ДНЕВНИК ДОКТОРА ЗАЙЦЕВОЙ» 11.00 «ДАЕШЬ МОЛОДЕЖЬ!» 13.30 МУЛЬТФИЛЬМЫ 15.00 Х/Ф «ЗАНУДА» 16.40, 23.55 «6 КАДРОВ» 17.00 Т/С «ПАПИНЫ ДОЧКИ» 17.30 «ГАЛИЛЕО» 18.30 «ДАЕШЬ МОЛОДЕЖЬ!» 20.00 Т/С «ВОСЬМИДЕСЯТЫЕ» 21.00 Т/С «ДНЕВНИК ДОКТОРА ЗАЙЦЕВОЙ» 22.00 Х/Ф «ГРЯЗНЫЕ ТАНЦЫ» 00.00 «НОВОСТИ – 41» 00.30 «ИНФОМАНИЯ» 01.00 Х/Ф «ГРЕШНИЦА НАЛОВИНУ» 02.10 Х/Ф «ТОПАЗ» 04.40 Т/С «ПОДПОЛЬНАЯ ИМПЕРИЯ» [648, 723, 811, 1042]
divider [296, 649, 463, 651]
program-list: 6.00 МУЛЬТФИЛЬМЫ 8.00 «ДАЕШЬ МОЛОДЕЖЬ!» 8.30 Т/С «ВОСЬМИДЕСЯТЫЕ» 9.00, 19.00 Т/С «ВОРОНИНЫ» 9.30 Т/С «ДНЕВНИК ДОКТОРА ЗАЙЦЕВОЙ» 10.30 Т/С «ВОСЬМИДЕСЯТЫЕ» 11.00, 23.45 «6 КАДРОВ» 13.30 МУЛЬТФИЛЬМЫ 15.00 Х/Ф «ГРЯЗНЫЕ ТАНЦЫ» 17.00 Т/С «ПАПИНЫ ДОЧКИ» 17.30 «ГАЛИЛЕО» 18.30 «ДАЕШЬ МОЛОДЕЖЬ!» 20.00 Т/С «ВОСЬМИДЕСЯТЫЕ» 21.00 Т/С «ДНЕВНИК ДОКТОРА ЗАЙЦЕВОЙ» 22.00 Х/Ф «ТАЙМШЕР» 00.00 «НОВОСТИ – 41» 00.30 «ИНФОМАНИЯ» 01.00 Х/Ф «КРАСАВЧИК ДЖОННИ» 02.45 Х/Ф «КАК ПО МАСЛУ» 04.00 Т/С «ПОДПОЛЬНАЯ ИМПЕРИЯ» [648, 1772, 811, 2079]
channel-logo: ПЕРЕЦ [1000, 658, 1167, 714]
channel-column [1177, 176, 1344, 1148]
channel-logo: ПЕРЕЦ [1000, 1708, 1167, 1764]
channel-logo: ТВЦ [1000, 176, 1167, 207]
channel-column [120, 176, 287, 1148]
program-list: 5.00 М/С «ТАСМАНСКИЙ ДЬЯВОЛ» 6.00, 9.30, 12.30 «НОВОСТИ 24» 6.30 «ЗВАНЫЙ УЖИН» 7.30 Т/С «КОМАНДА ЧЕ» 10.00 Х/Ф «НЕОПРОВЕРЖИМОЕ ИСКУПЛЕНИЕ» 12.00 «ЭКСТРЕННЫЙ ВЫЗОВ» 13.00 «ЗВАНЫЙ УЖИН» 14.00 «НЕ ВРИ МНЕ!» 15.00 «СЕМЕЙНЫЕ ДРАМЫ» 16.00 «СЛЕДАКИ» 16.30 «ДАВАЙ ПОПРОБУЕМ?» 17.30, 19.30, 22.30 «НОВОСТИ 24» 18.00 «АПОКАЛИПСИС» 19.00 «ЭКСТРЕННЫЙ ВЫЗОВ» 20.00 «ЖАДНОСТЬ» 21.00 «ЖИВАЯ ТЕМА» 22.00 «ЭКСТРЕННЫЙ ВЫЗОВ» 23.00 Х/Ф «ОСОБЬ» 01.05 Х/Ф «ОСОБЬ 2» 02.50 Т/С «ИНСТРУКТОР» [472, 723, 639, 1016]
channel-logo: ЦТУ [1353, 658, 1519, 714]
program-list: 6.30 «ОДНА ЗА ВСЕХ» 7.00 «ПОЛЕЗНЫЙ ВЕЧЕР» 7.30 Т/С «МОЯ ПРЕКРАСНАЯ НЯНЯ» 8.00 Т/С «ТАТЬЯНИН ДЕН» 9.00 «ПО ДЕЛАМ НЕСОВЕРШЕННОЛЕТНИХ» 10.00 «ДЕЛА СЕМЕЙНЫЕ» 11.00 Т/С «КОРОЛЕВА МАРГО» 13.00 «ЗВЕЗДНАЯ ЖИЗНЬ» 15.00 Х/Ф «ТИХИЕ СОСНЫ» 16.55 «ЗВЕЗДНЫЕ ТЕЩИ» 18.00 «ЗВЕЗДНАЯ ЖИЗНЬ» 19.00 ГЛАВНЫЕ НОВОСТИ 19.35 «ПОЛЕЗНЫЙ ВЕЧЕР» 20.00 Т/С «ХИРОМАНТ» 21.05 Х/Ф «БОЛЬШАЯ РАЗНИЦА» 23.00 «НОВОСТИ-41» 23.30 Х/Ф «РОКОВАЯ ОШИБКА» 01.30 Т/С «ПРАВИЛЬНАЯ ЖЕНА» 02.20 Т/С «КОЛОМБО» 04.15 «ЗВЕЗДНАЯ ЖИЗНЬ» [1176, 1255, 1341, 1561]
program-list: 21.00, 02.20 НОВОСТИ ТАУ 23.40 «СОБЫТИЯ УРФО» 00.45 «МИНИ-ФУТБОЛ В РОССИИ» ЦТУ 6.00 МУЛЬТФИЛЬМ 7.30 РЕБЯТАМ О ЗВЕРЯТАХ 8.00 Т/С «ЗЕНА - КОРОЛЕВА ВОИНОВ» 9.00 ДОКУМ. ФИЛЬМЫ 13.25, 19.05 Т/С «МЕНТАЛИСТ» 14.20, 20.00 Т/С «ГРАНЬ» 15.20, 02.30 Т/С «ПРИТВОРЩИК» 16.15 ДОКУМ. ФИЛЬМЫ 18.10 Т/С «ВОЗДЕЙСТВИЕ» 21.00 «ЗАГАДКИ ИСТОРИИ» 22.00 Х/Ф «БОЛОТНАЯ АКУЛА» 23.45 Т/С «МЕДИУМ» 00.45 Х/Ф «КОРОЛЕВА ПРОКЛЯТЫХ» 03.30 ДОКУМ. ФИЛЬМ 04.30 Т/С «БЫТЬ ЭРИКОЙ» [1352, 723, 1514, 1029]
divider [824, 1699, 991, 1701]
section-title: ТВ-программа [180, 96, 523, 159]
program-list: 6.00 НЕОБЪЯСНИМО, НО ФАКТ 7.00 МУЛЬТФИЛЬМЫ 8.30 Т/С «УНИВЕР» 9.30 Т/С «СЧАСТЛИВЫ ВМЕСТЕ» 10.40 МУЛЬТФИЛЬМЫ 14.00 ЖЕНСКАЯ ЛИГА 14.30 ДОМ-2. LITE 16.15 Х/Ф «КЕНГУРУ ДЖЕКПОТ» 18.00 Т/С «ИНТЕРНЫ» 18.30 Т/С «ЗАЙЦЕВ + 1» 19.00 Т/С «СЧАСТЛИВЫ ВМЕСТЕ» 20.00 Т/С «ИНТЕРНЫ» 20.30 Т/С «ЗАЙЦЕВ + 1» 21.00 Х/Ф «МЕСТЬ ПУШИСТЫХ» 23.00 ДОМ-2 00.30 СЕКС С А.ЧЕХОВОЙ 01.00 Д/Ф «БЬЕТ - ЗНАЧИТ ЛЮБИТ?» 02.00 ДОМ-2. ГОРОД ЛЮБВИ 03.00 Т/С «ДРУЗЬЯ» 03.30 Х/Ф «АБСОЛЮТНАЯ ВЛАСТЬ» [120, 1772, 287, 2079]
channel-logo: 4 КАНАЛ [296, 1708, 463, 1764]
program-list: 5.00 УТРО РОССИИ 9.05 С НОВЫМ ДОМОМ! 10.00 О САМОМ ГЛАВНОМ 11.00 ВЕСТИ 11.50 Т/С «КУЛАГИН И ПАРТНЕРЫ» 13.00 Т/С «ТАЙНЫ СЛЕДСТВИЯ» 14.00 ВЕСТИ 14.50 ДЕЖУРНАЯ ЧАСТЬ 15.05 Т/С «ЕФРОСИНЬЯ. ПРОДОЛЖЕНИЕ» 16.00 ВЕСТИ 16.50 Т/С «КРОВИНУШКА» 17.50 Т/С «ХОЗЯЙКА МОЕЙ СУДЬБЫ» 18.50 ПРЯМОЙ ЭФИР 20.00 ВЕСТИ 20.50 СПОКОЙНОЙ НОЧИ, МАЛЫШИ! 21.00 Т/С «20 ЛЕТ БЕЗ ЛЮБВИ» 22.55 Т/С «БАЙКИ МИТЯЯ» 00.00 ДОКУМ. ФИЛЬМ 01.00 ВЕСТИ 01.20 ПРОФИЛАКТИКА 02.25 ГОРЯЧАЯ ДЕСЯТКА 03.35 Т/С «ЧАК - 2» 04.30 ГОРОДОК [296, 1255, 461, 1612]
day-title-tuesday: вторник 7 февраля [639, 124, 1052, 167]
program-list: 5.55 «НТВ УТРОМ» 8.30 Т/С «МОРСКИЕ ДЬЯВОЛЫ» 9.30, 15.30, 18.30 «ЧРЕЗВЫЧАЙНОЕ ПРОИСШЕСТВИЕ» 10.00, 13.00 «СЕГОДНЯ» 10.20 «ВНИМАНИЕ, РОЗЫСК!» 10.55 «ДО СУДА» 12.00 «СУД ПРИСЯЖНЫХ» 13.25 Т/С «СУПРУГИ» 16.00 «СЕГОДНЯ» 16.25 «ПРОКУРОРСКАЯ ПРОВЕРКА» 17.40 «ГОВОРИМ И ПОКАЗЫВАЕМ» 19.00 «СЕГОДНЯ» 19.30 Т/С «ППС» 21.25 БОЕВИК «КОДЕКС ЧЕСТИ - 5» 23.15 «СЕГОДНЯ. ИТОГИ» 23.35 «КРУТЫЕ НУЛЕВЫЕ» 00.30 Т/С «ДЕТЕКТИВ РАШ» 01.30 Т/С «КВАРТИРНЫЙ ВОПРОС» 02.35 «В ЗОНЕ ОСОБОГО РИСКА» 03.10 Т/С «МОЛОДЫЕ И ЗЛЫЕ» 05.05 Т/С «2,5 ЧЕЛОВЕКА» [472, 217, 638, 574]
